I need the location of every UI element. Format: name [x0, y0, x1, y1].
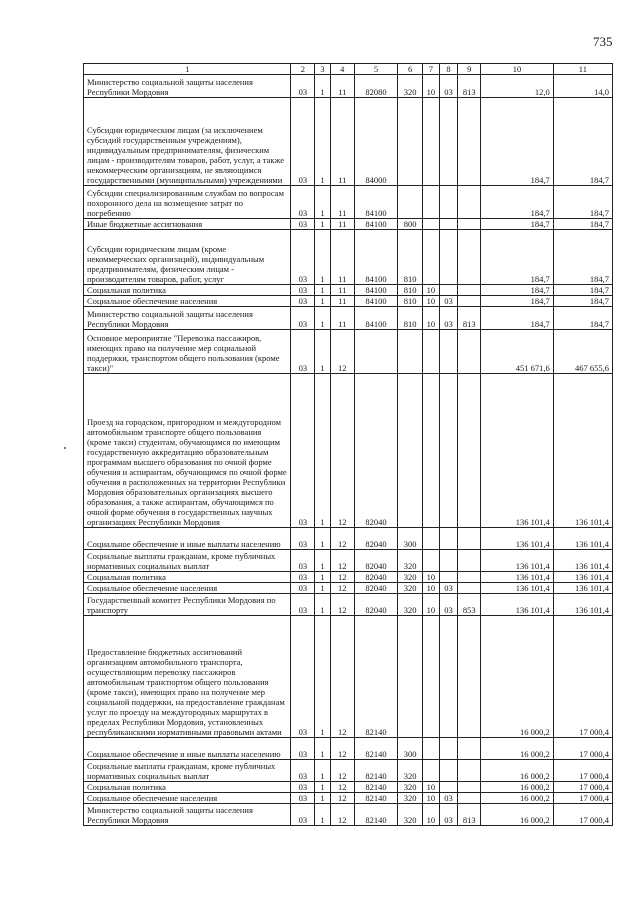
code-cell: 82140	[354, 804, 398, 826]
code-cell	[423, 550, 440, 572]
amount-cell: 16 000,2	[481, 760, 554, 782]
code-cell: 1	[315, 374, 331, 528]
code-cell	[458, 550, 481, 572]
code-cell: 320	[398, 75, 423, 98]
row-name-cell: Социальное обеспечение и иные выплаты населению	[84, 738, 291, 760]
code-cell: 82140	[354, 616, 398, 738]
code-cell: 12	[330, 528, 354, 550]
code-cell	[439, 550, 458, 572]
code-cell: 03	[291, 296, 315, 307]
code-cell: 12	[330, 550, 354, 572]
row-name-cell: Социальное обеспечение населения	[84, 793, 291, 804]
column-header: 9	[458, 64, 481, 75]
page-number: 735	[593, 34, 613, 49]
code-cell	[458, 230, 481, 285]
code-cell: 03	[291, 594, 315, 616]
code-cell	[439, 738, 458, 760]
code-cell	[398, 616, 423, 738]
table-row	[84, 782, 613, 793]
code-cell	[458, 583, 481, 594]
code-cell	[439, 528, 458, 550]
code-cell: 03	[439, 307, 458, 330]
row-name-cell: Социальная политика	[84, 572, 291, 583]
code-cell: 1	[315, 98, 331, 186]
code-cell: 320	[398, 760, 423, 782]
code-cell	[398, 186, 423, 219]
table-row	[84, 572, 613, 583]
code-cell: 82140	[354, 782, 398, 793]
amount-cell: 136 101,4	[481, 594, 554, 616]
code-cell: 82040	[354, 374, 398, 528]
code-cell: 1	[315, 186, 331, 219]
code-cell	[458, 793, 481, 804]
amount-cell: 184,7	[481, 307, 554, 330]
code-cell: 03	[291, 98, 315, 186]
code-cell	[458, 760, 481, 782]
code-cell	[439, 230, 458, 285]
code-cell: 03	[291, 572, 315, 583]
amount-cell: 136 101,4	[553, 583, 612, 594]
code-cell: 03	[291, 616, 315, 738]
code-cell: 10	[423, 307, 440, 330]
table-row	[84, 285, 613, 296]
code-cell: 1	[315, 307, 331, 330]
code-cell: 84100	[354, 307, 398, 330]
table-row	[84, 594, 613, 616]
code-cell	[458, 528, 481, 550]
code-cell	[423, 528, 440, 550]
code-cell: 1	[315, 219, 331, 230]
code-cell: 813	[458, 307, 481, 330]
table-row	[84, 75, 613, 98]
amount-cell: 136 101,4	[481, 583, 554, 594]
code-cell	[423, 219, 440, 230]
code-cell: 82040	[354, 528, 398, 550]
code-cell	[423, 616, 440, 738]
row-name-cell: Субсидии юридическим лицам (за исключением субсидий государственным учреждениям), индивидуальным предпринимателям, физическим лицам - производителям товаров, работ, услуг, а также некоммерческим организациям, не являющимся государственными (муниципальными) учреждениями	[84, 98, 291, 186]
code-cell: 82140	[354, 738, 398, 760]
row-name-cell: Основное мероприятие "Перевозка пассажиров, имеющих право на получение мер социальной поддержки, транспортом общего пользования (кроме такси)"	[84, 330, 291, 374]
code-cell: 12	[330, 793, 354, 804]
table-row	[84, 793, 613, 804]
code-cell	[423, 374, 440, 528]
table-row	[84, 550, 613, 572]
code-cell: 810	[398, 285, 423, 296]
row-name-cell: Социальное обеспечение населения	[84, 583, 291, 594]
code-cell: 1	[315, 230, 331, 285]
code-cell	[439, 330, 458, 374]
code-cell: 10	[423, 594, 440, 616]
code-cell: 82040	[354, 583, 398, 594]
amount-cell: 17 000,4	[553, 793, 612, 804]
amount-cell: 136 101,4	[553, 528, 612, 550]
table-row	[84, 98, 613, 186]
code-cell: 11	[330, 296, 354, 307]
code-cell: 03	[439, 75, 458, 98]
code-cell: 03	[439, 583, 458, 594]
code-cell	[423, 230, 440, 285]
column-header: 5	[354, 64, 398, 75]
code-cell: 1	[315, 330, 331, 374]
code-cell: 1	[315, 75, 331, 98]
code-cell: 320	[398, 793, 423, 804]
budget-table	[83, 63, 613, 826]
column-header: 4	[330, 64, 354, 75]
code-cell: 1	[315, 793, 331, 804]
amount-cell: 184,7	[481, 186, 554, 219]
code-cell: 11	[330, 98, 354, 186]
code-cell	[423, 760, 440, 782]
code-cell: 03	[291, 285, 315, 296]
column-header: 6	[398, 64, 423, 75]
table-row	[84, 330, 613, 374]
code-cell: 12	[330, 804, 354, 826]
code-cell: 320	[398, 804, 423, 826]
amount-cell: 16 000,2	[481, 738, 554, 760]
row-name-cell: Социальные выплаты гражданам, кроме публичных нормативных социальных выплат	[84, 760, 291, 782]
table-row	[84, 760, 613, 782]
code-cell	[458, 186, 481, 219]
code-cell	[423, 738, 440, 760]
amount-cell: 184,7	[481, 219, 554, 230]
code-cell: 82040	[354, 550, 398, 572]
table-row	[84, 230, 613, 285]
code-cell: 12	[330, 760, 354, 782]
code-cell	[439, 616, 458, 738]
code-cell: 10	[423, 572, 440, 583]
code-cell: 82140	[354, 760, 398, 782]
amount-cell: 184,7	[553, 296, 612, 307]
code-cell: 82080	[354, 75, 398, 98]
amount-cell: 17 000,4	[553, 616, 612, 738]
code-cell	[439, 374, 458, 528]
code-cell	[458, 738, 481, 760]
code-cell: 1	[315, 296, 331, 307]
code-cell: 10	[423, 296, 440, 307]
amount-cell: 136 101,4	[553, 572, 612, 583]
code-cell: 320	[398, 550, 423, 572]
table-row	[84, 738, 613, 760]
amount-cell: 467 655,6	[553, 330, 612, 374]
code-cell: 03	[291, 330, 315, 374]
code-cell: 1	[315, 550, 331, 572]
table-row	[84, 296, 613, 307]
code-cell	[398, 374, 423, 528]
code-cell: 12	[330, 330, 354, 374]
amount-cell: 184,7	[553, 186, 612, 219]
code-cell: 84100	[354, 230, 398, 285]
code-cell: 300	[398, 528, 423, 550]
code-cell: 03	[291, 583, 315, 594]
table-row	[84, 186, 613, 219]
code-cell: 03	[439, 804, 458, 826]
code-cell: 03	[439, 296, 458, 307]
row-name-cell: Социальное обеспечение и иные выплаты населению	[84, 528, 291, 550]
code-cell	[458, 782, 481, 793]
amount-cell: 136 101,4	[481, 528, 554, 550]
column-header: 3	[315, 64, 331, 75]
code-cell: 03	[291, 528, 315, 550]
code-cell: 1	[315, 738, 331, 760]
scan-speck	[64, 447, 66, 449]
code-cell	[439, 285, 458, 296]
code-cell: 12	[330, 572, 354, 583]
row-name-cell: Социальная политика	[84, 285, 291, 296]
amount-cell: 17 000,4	[553, 804, 612, 826]
row-name-cell: Министерство социальной защиты населения Республики Мордовия	[84, 804, 291, 826]
code-cell: 320	[398, 572, 423, 583]
code-cell: 03	[291, 804, 315, 826]
row-name-cell: Социальное обеспечение населения	[84, 296, 291, 307]
code-cell	[398, 330, 423, 374]
row-name-cell: Министерство социальной защиты населения Республики Мордовия	[84, 75, 291, 98]
code-cell: 82140	[354, 793, 398, 804]
code-cell: 82040	[354, 594, 398, 616]
code-cell	[423, 186, 440, 219]
amount-cell: 184,7	[481, 296, 554, 307]
table-row	[84, 219, 613, 230]
code-cell: 12	[330, 616, 354, 738]
code-cell: 03	[291, 75, 315, 98]
code-cell: 10	[423, 583, 440, 594]
table-header-row	[84, 64, 613, 75]
code-cell: 12	[330, 374, 354, 528]
table-body	[84, 75, 613, 826]
code-cell: 03	[291, 307, 315, 330]
code-cell: 1	[315, 528, 331, 550]
amount-cell: 12,0	[481, 75, 554, 98]
code-cell: 11	[330, 307, 354, 330]
code-cell: 813	[458, 75, 481, 98]
code-cell: 810	[398, 296, 423, 307]
code-cell: 03	[291, 186, 315, 219]
code-cell: 853	[458, 594, 481, 616]
code-cell: 10	[423, 75, 440, 98]
code-cell	[439, 98, 458, 186]
code-cell: 11	[330, 219, 354, 230]
column-header: 1	[84, 64, 291, 75]
table-row	[84, 307, 613, 330]
code-cell	[458, 374, 481, 528]
code-cell: 1	[315, 760, 331, 782]
amount-cell: 136 101,4	[553, 374, 612, 528]
amount-cell: 16 000,2	[481, 793, 554, 804]
amount-cell: 184,7	[553, 219, 612, 230]
code-cell: 800	[398, 219, 423, 230]
code-cell: 03	[291, 550, 315, 572]
code-cell	[439, 760, 458, 782]
code-cell: 1	[315, 583, 331, 594]
amount-cell: 184,7	[481, 230, 554, 285]
code-cell: 10	[423, 804, 440, 826]
code-cell	[398, 98, 423, 186]
amount-cell: 184,7	[481, 98, 554, 186]
amount-cell: 184,7	[553, 98, 612, 186]
code-cell: 1	[315, 782, 331, 793]
code-cell	[458, 296, 481, 307]
code-cell	[458, 330, 481, 374]
code-cell	[458, 285, 481, 296]
code-cell	[458, 616, 481, 738]
code-cell: 12	[330, 583, 354, 594]
code-cell: 10	[423, 782, 440, 793]
amount-cell: 184,7	[481, 285, 554, 296]
code-cell: 10	[423, 793, 440, 804]
amount-cell: 184,7	[553, 307, 612, 330]
code-cell: 11	[330, 186, 354, 219]
row-name-cell: Субсидии специализированным службам по вопросам похоронного дела на возмещение затрат по погребению	[84, 186, 291, 219]
row-name-cell: Социальные выплаты гражданам, кроме публичных нормативных социальных выплат	[84, 550, 291, 572]
code-cell: 12	[330, 782, 354, 793]
amount-cell: 16 000,2	[481, 804, 554, 826]
amount-cell: 136 101,4	[553, 594, 612, 616]
code-cell: 84100	[354, 285, 398, 296]
code-cell: 810	[398, 230, 423, 285]
code-cell: 1	[315, 804, 331, 826]
code-cell: 11	[330, 285, 354, 296]
code-cell: 03	[291, 219, 315, 230]
amount-cell: 17 000,4	[553, 760, 612, 782]
code-cell: 03	[439, 793, 458, 804]
table-row	[84, 804, 613, 826]
amount-cell: 16 000,2	[481, 782, 554, 793]
column-header: 11	[553, 64, 612, 75]
code-cell: 03	[291, 793, 315, 804]
table-row	[84, 528, 613, 550]
table-row	[84, 374, 613, 528]
code-cell: 03	[291, 374, 315, 528]
code-cell: 1	[315, 285, 331, 296]
amount-cell: 136 101,4	[481, 374, 554, 528]
amount-cell: 14,0	[553, 75, 612, 98]
code-cell: 320	[398, 583, 423, 594]
code-cell: 11	[330, 75, 354, 98]
code-cell	[458, 219, 481, 230]
code-cell: 03	[291, 230, 315, 285]
code-cell: 813	[458, 804, 481, 826]
code-cell: 11	[330, 230, 354, 285]
table-row	[84, 616, 613, 738]
column-header: 2	[291, 64, 315, 75]
code-cell: 82040	[354, 572, 398, 583]
code-cell: 10	[423, 285, 440, 296]
code-cell: 810	[398, 307, 423, 330]
row-name-cell: Субсидии юридическим лицам (кроме некоммерческих организаций), индивидуальным предпринимателям, физическим лицам - производителям товаров, работ, услуг	[84, 230, 291, 285]
row-name-cell: Социальная политика	[84, 782, 291, 793]
amount-cell: 17 000,4	[553, 782, 612, 793]
amount-cell: 16 000,2	[481, 616, 554, 738]
amount-cell: 184,7	[553, 285, 612, 296]
row-name-cell: Министерство социальной защиты населения Республики Мордовия	[84, 307, 291, 330]
amount-cell: 136 101,4	[481, 550, 554, 572]
code-cell: 03	[291, 738, 315, 760]
amount-cell: 136 101,4	[481, 572, 554, 583]
code-cell	[423, 330, 440, 374]
amount-cell: 184,7	[553, 230, 612, 285]
row-name-cell: Проезд на городском, пригородном и междугородном автомобильном транспорте общего пользования (кроме такси) студентам, обучающимся по имеющим государственную аккредитацию образовательным программам высшего образования по очной форме обучения и аспирантам, обучающимся по очной форме обучения в расположенных на территории Республики Мордовия образовательных организациях высшего образования, а также аспирантам, обучающимся по очной форме обучения в государственных научных организациях Республики Мордовия	[84, 374, 291, 528]
code-cell	[354, 330, 398, 374]
code-cell: 300	[398, 738, 423, 760]
table-row	[84, 583, 613, 594]
code-cell	[439, 219, 458, 230]
code-cell	[458, 98, 481, 186]
code-cell: 84100	[354, 219, 398, 230]
code-cell	[439, 782, 458, 793]
column-header: 10	[481, 64, 554, 75]
column-header: 8	[439, 64, 458, 75]
amount-cell: 136 101,4	[553, 550, 612, 572]
code-cell: 320	[398, 782, 423, 793]
code-cell: 84100	[354, 186, 398, 219]
code-cell: 1	[315, 594, 331, 616]
code-cell: 84100	[354, 296, 398, 307]
code-cell	[439, 186, 458, 219]
column-header: 7	[423, 64, 440, 75]
code-cell: 03	[291, 760, 315, 782]
amount-cell: 451 671,6	[481, 330, 554, 374]
code-cell: 12	[330, 738, 354, 760]
row-name-cell: Иные бюджетные ассигнования	[84, 219, 291, 230]
code-cell	[439, 572, 458, 583]
row-name-cell: Государственный комитет Республики Мордовия по транспорту	[84, 594, 291, 616]
code-cell: 84000	[354, 98, 398, 186]
code-cell: 03	[439, 594, 458, 616]
code-cell	[423, 98, 440, 186]
code-cell: 1	[315, 616, 331, 738]
code-cell: 12	[330, 594, 354, 616]
code-cell: 03	[291, 782, 315, 793]
code-cell: 1	[315, 572, 331, 583]
amount-cell: 17 000,4	[553, 738, 612, 760]
code-cell	[458, 572, 481, 583]
code-cell: 320	[398, 594, 423, 616]
row-name-cell: Предоставление бюджетных ассигнований организациям автомобильного транспорта, осуществляющим перевозку пассажиров автомобильным транспортом общего пользования (кроме такси), имеющих право на получение мер социальной поддержки, на предоставление гражданам услуг по проезду на междугородных маршрутах в пределах Республики Мордовия, установленных республиканскими нормативными правовыми актами	[84, 616, 291, 738]
